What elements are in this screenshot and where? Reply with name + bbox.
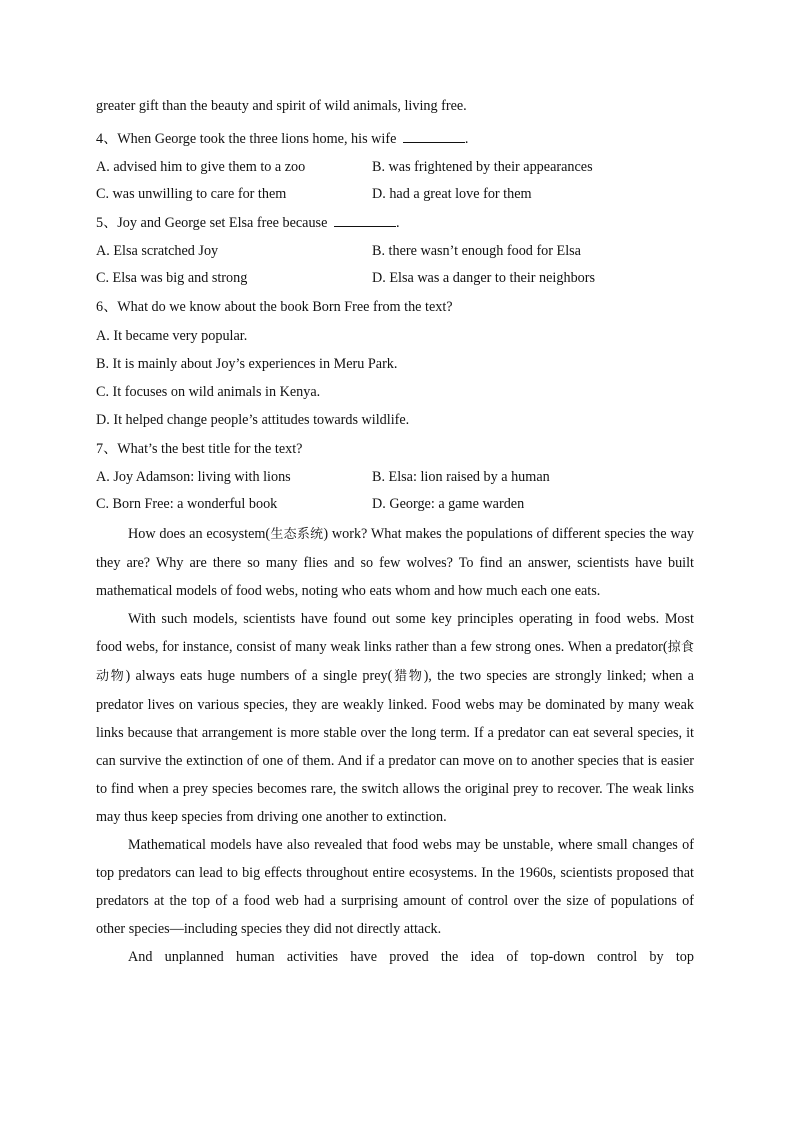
option-c[interactable]: C. Born Free: a wonderful book: [96, 496, 278, 512]
passage-paragraph-2: With such models, scientists have found out some key principles operating in food webs. Most food webs, for instance, consist of many weak links rather than a few strong ones. When a predator(掠食动物) always eats huge numbers of a single prey(猎物), the two species are strongly linked; when a predator lives on various species, they are weakly linked. Food webs may be dominated by many weak links because that arrangement is more stable over the long term. If a predator can eat several species, it can survive the extinction of one of them. And if a predator can move on to another species that is easier to find when a prey species becomes rare, the switch allows the original prey to recover. The weak links may thus keep species from driving one another to extinction.: [96, 611, 694, 825]
option-a[interactable]: A. Elsa scratched Joy: [96, 243, 219, 259]
option-d[interactable]: D. George: a game warden: [372, 496, 525, 512]
option-d[interactable]: D. had a great love for them: [372, 186, 532, 202]
question-stem-text: 5、Joy and George set Elsa free because: [96, 215, 331, 231]
cjk-gloss: 猎物: [392, 669, 424, 684]
option-b[interactable]: B. there wasn’t enough food for Elsa: [372, 243, 581, 259]
question-stem: 7、What’s the best title for the text?: [96, 441, 303, 457]
option-b[interactable]: B. Elsa: lion raised by a human: [372, 469, 550, 485]
answer-blank: [334, 214, 396, 227]
question-stem-tail: .: [464, 131, 469, 147]
option-a[interactable]: A. advised him to give them to a zoo: [96, 159, 306, 175]
document-page: [96, 96, 696, 971]
option-c[interactable]: C. was unwilling to care for them: [96, 186, 287, 202]
question-stem-tail: .: [395, 215, 400, 231]
cjk-gloss: 掠食动物: [96, 640, 694, 684]
continuation-line: greater gift than the beauty and spirit of wild animals, living free.: [96, 98, 467, 114]
passage-paragraph-1: How does an ecosystem(生态系统) work? What makes the populations of different species the way they are? Why are there so many flies and so few wolves? To find an answer, scientists have built mathematical models of food webs, noting who eats whom and how much each one eats.: [96, 526, 694, 599]
cjk-gloss: 生态系统: [270, 527, 324, 542]
option-a[interactable]: A. It became very popular.: [96, 328, 248, 344]
option-b[interactable]: B. was frightened by their appearances: [372, 159, 593, 175]
option-d[interactable]: D. Elsa was a danger to their neighbors: [372, 270, 595, 286]
question-5: [96, 208, 696, 292]
option-row: [96, 181, 696, 208]
option-c[interactable]: C. It focuses on wild animals in Kenya.: [96, 384, 321, 400]
option-row: [96, 265, 696, 292]
question-stem: [96, 208, 696, 238]
passage-paragraph-3: Mathematical models have also revealed that food webs may be unstable, where small changes of top predators can lead to big effects throughout entire ecosystems. In the 1960s, scientists proposed that predators at the top of a food web had a surprising amount of control over the size of populations of other species—including species they did not directly attack.: [96, 837, 694, 937]
question-stem: 6、What do we know about the book Born Free from the text?: [96, 299, 453, 315]
option-b[interactable]: B. It is mainly about Joy’s experiences in Meru Park.: [96, 356, 398, 372]
question-7: [96, 434, 696, 518]
option-row: [96, 464, 696, 491]
option-d[interactable]: D. It helped change people’s attitudes towards wildlife.: [96, 412, 410, 428]
question-4: [96, 124, 696, 208]
reading-passage: [96, 520, 696, 971]
option-c[interactable]: C. Elsa was big and strong: [96, 270, 248, 286]
passage-paragraph-4: And unplanned human activities have proved the idea of top-down control by top: [128, 949, 694, 965]
question-stem-text: 4、When George took the three lions home, his wife: [96, 131, 400, 147]
option-row: [96, 238, 696, 265]
option-a[interactable]: A. Joy Adamson: living with lions: [96, 469, 291, 485]
question-stem: [96, 124, 696, 154]
question-6: [96, 292, 696, 434]
option-row: [96, 491, 696, 518]
answer-blank: [403, 130, 465, 143]
option-row: [96, 154, 696, 181]
